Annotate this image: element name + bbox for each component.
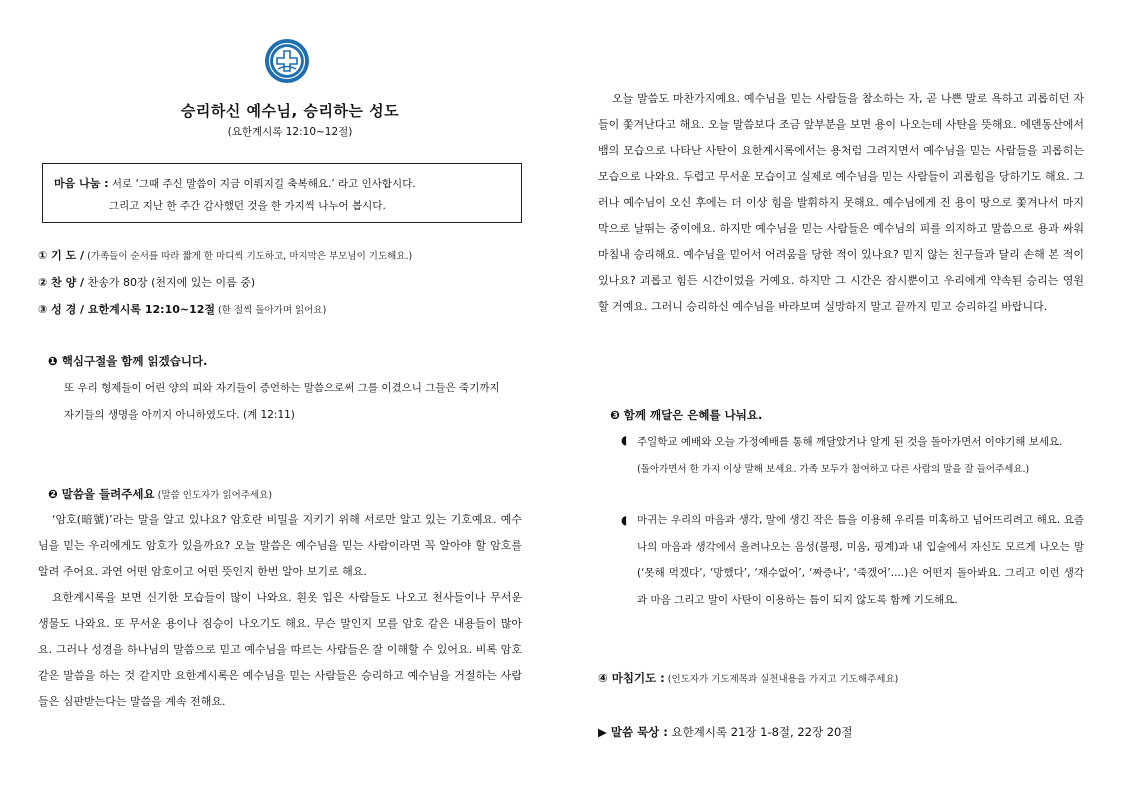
meditation-label: ▶ 말씀 묵상 : xyxy=(598,725,668,739)
section-2-note: (말씀 인도자가 읽어주세요) xyxy=(154,490,273,501)
order-hymn-text: 찬송가 80장 (천지에 있는 이름 중) xyxy=(84,276,256,289)
order-scripture xyxy=(38,301,326,317)
sharing-box xyxy=(42,163,522,223)
meditation xyxy=(598,724,853,740)
sermon-paragraph-2: 요한계시록을 보면 신기한 모습들이 많이 나와요. 흰옷 입은 사람들도 나오고 천사들이나 무서운 생물도 나와요. 또 무서운 용이나 짐승이 나오기도 해요. 무슨 말인지 모를 암호 같은 내용들이 많아요. 그러나 성경을 하나님의 말씀으로 믿고 예수님을 따르는 사람들은 잘 이해할 수 있어요. 비록 암호 같은 말씀을 하는 것 같지만 요한계시록은 예수님을 믿는 사람들은 승리하고 예수님을 거절하는 사람들은 심판받는다는 말씀을 계속 전해요. xyxy=(38,591,522,708)
section-2-title: ❷ 말씀을 들려주세요 xyxy=(48,487,155,501)
sermon-paragraph-3: 오늘 말씀도 마찬가지예요. 예수님을 믿는 사람들을 참소하는 자, 곧 나쁜 말로 욕하고 괴롭히던 자들이 쫓겨난다고 해요. 오늘 말씀보다 조금 앞부분을 보면 용이 나오는데 사탄을 뜻해요. 에덴동산에서 뱀의 모습으로 나타난 사탄이 요한계시록에서는 용처럼 그려지면서 예수님을 믿는 사람들을 괴롭히는 모습으로 나와요. 두렵고 무서운 모습이고 실제로 예수님을 믿는 사람들이 괴롭힘을 당하기도 해요. 그러나 예수님이 오신 후에는 더 이상 힘을 발휘하지 못해요. 예수님에게 진 용이 땅으로 쫓겨나서 마지막으로 날뛰는 중이에요. 하지만 예수님을 믿는 사람들은 예수님의 피를 의지하고 말씀으로 용과 싸워 마침내 승리해요. 예수님을 믿어서 어려움을 당한 적이 있나요? 믿지 않는 친구들과 달리 손해 본 적이 있나요? 괴롭고 힘든 시간이었을 거예요. 하지만 그 시간은 잠시뿐이고 우리에게 약속된 승리는 영원할 거예요. 그러니 승리하신 예수님을 바라보며 실망하지 말고 끝까지 믿고 승리하길 바랍니다. xyxy=(598,92,1084,313)
order-prayer-label: ① 기 도 / xyxy=(38,249,85,262)
order-prayer xyxy=(38,247,412,263)
bullet-icon: ◖ xyxy=(621,513,628,527)
sermon-paragraph-1: ‘암호(暗號)’라는 말을 알고 있나요? 암호란 비밀을 지키기 위해 서로만 알고 있는 기호예요. 예수님을 믿는 우리에게도 암호가 있을까요? 오늘 말씀은 예수님을 믿는 사람이라면 꼭 알아야 할 암호를 알려 주어요. 과연 어떤 암호이고 어떤 뜻인지 한번 알아 보기로 해요. xyxy=(38,513,522,578)
question-1: 주일학교 예배와 오늘 가정예배를 통해 깨달았거나 알게 된 것을 돌아가면서 이야기해 보세요. xyxy=(637,436,1063,448)
question-1-note: (돌아가면서 한 가지 이상 말해 보세요. 가족 모두가 참여하고 다른 사람의 말을 잘 들어주세요.) xyxy=(637,464,1030,475)
order-hymn-label: ② 찬 양 / xyxy=(38,276,85,289)
section-3-heading: ❸ 함께 깨달은 은혜를 나눠요. xyxy=(610,408,763,422)
church-logo-icon xyxy=(264,38,310,84)
meditation-text: 요한계시록 21장 1-8절, 22장 20절 xyxy=(667,725,853,739)
key-verse-line-2: 자기들의 생명을 아끼지 아니하였도다. (계 12:11) xyxy=(64,409,295,421)
key-verse-line-1: 또 우리 형제들이 어린 양의 피와 자기들이 증언하는 말씀으로써 그를 이겼으니 그들은 죽기까지 xyxy=(64,382,500,394)
sharing-label: 마음 나눔 : xyxy=(54,177,109,190)
sharing-line-2: 그리고 지난 한 주간 감사했던 것을 한 가지씩 나누어 봅시다. xyxy=(109,200,386,212)
closing-prayer-label: ④ 마침기도 : xyxy=(598,671,665,685)
order-scripture-note: (한 절씩 돌아가며 읽어요) xyxy=(215,305,327,316)
closing-prayer-note: (인도자가 기도제목과 실천내용을 가지고 기도해주세요) xyxy=(664,674,899,685)
sharing-line-1: 서로 ‘그때 주신 말씀이 지금 이뤄지길 축복해요.’ 라고 인사합시다. xyxy=(108,178,416,190)
page-subtitle: (요한계시록 12:10~12절) xyxy=(227,126,353,138)
section-2-heading xyxy=(48,486,272,502)
closing-prayer xyxy=(598,670,898,686)
order-hymn xyxy=(38,274,255,290)
page-title: 승리하신 예수님, 승리하는 성도 xyxy=(180,102,400,120)
bullet-icon: ◖ xyxy=(621,433,628,447)
order-scripture-label: ③ 성 경 / 요한계시록 12:10~12절 xyxy=(38,303,216,316)
order-prayer-note: (가족들이 순서를 따라 짧게 한 마디씩 기도하고, 마지막은 부모님이 기도해요.) xyxy=(84,251,413,262)
question-2: 마귀는 우리의 마음과 생각, 말에 생긴 작은 틈을 이용해 우리를 미혹하고 넘어뜨리려고 해요. 요즘 나의 마음과 생각에서 올려나오는 음성(불평, 미움, 핑계)과 내 입술에서 자신도 모르게 나오는 말(‘못해 먹겠다’, ‘망했다’, ‘재수없어’, ‘짜증나’, ‘죽겠어’....)은 어떤지 돌아봐요. 그리고 이런 생각과 마음 그리고 말이 사탄이 이용하는 틈이 되지 않도록 함께 기도해요. xyxy=(637,514,1084,606)
section-1-heading: ❶ 핵심구절을 함께 읽겠습니다. xyxy=(48,354,208,368)
